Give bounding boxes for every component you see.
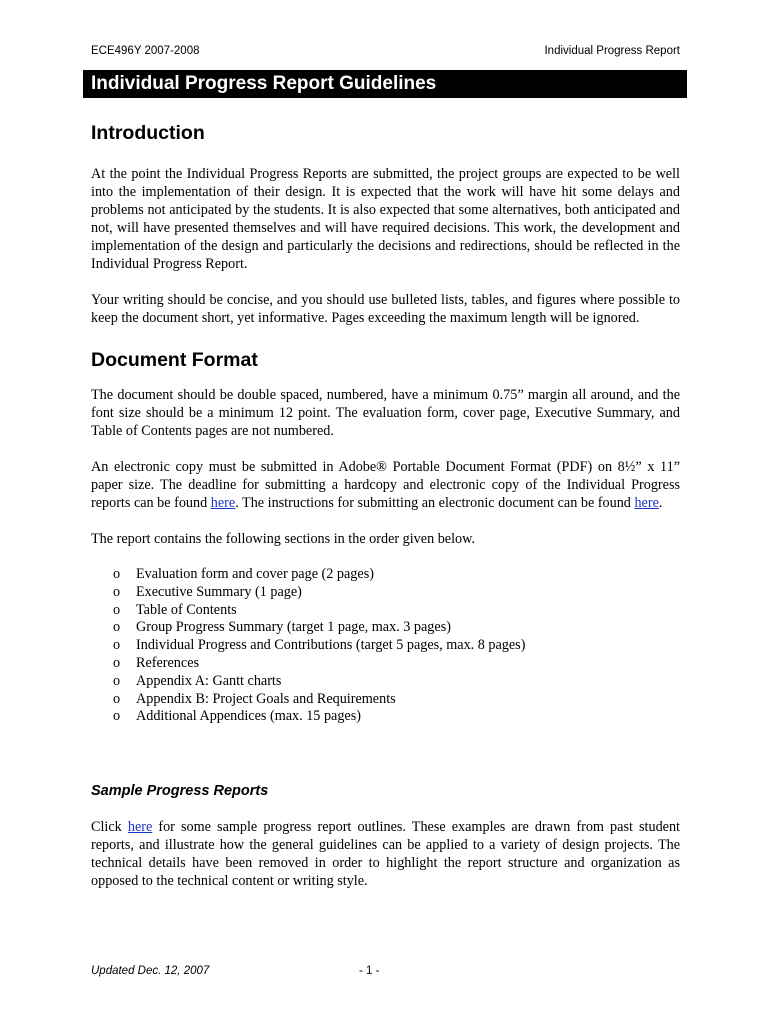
list-item xyxy=(91,566,680,584)
bullet-icon: o xyxy=(113,637,121,654)
header-course: ECE496Y 2007-2008 xyxy=(91,45,200,57)
footer-updated-date: Updated Dec. 12, 2007 xyxy=(91,965,210,977)
report-sections-list xyxy=(91,566,680,726)
document-format-heading: Document Format xyxy=(91,349,258,371)
list-item-text: Table of Contents xyxy=(136,601,237,618)
sample-text-a: Click xyxy=(91,819,128,836)
list-item xyxy=(91,691,680,709)
list-item xyxy=(91,655,680,673)
format-paragraph-2-text-b: . The instructions for submitting an electronic document can be found xyxy=(235,495,635,511)
instructions-here-link[interactable]: here xyxy=(634,495,659,511)
list-item xyxy=(91,619,680,637)
list-item-text: References xyxy=(136,654,200,671)
bullet-icon: o xyxy=(113,708,121,725)
page-header xyxy=(91,45,680,57)
format-paragraph-3: The report contains the following sections in the order given below. xyxy=(91,531,476,547)
list-item-text: Group Progress Summary (target 1 page, max. 3 pages) xyxy=(136,619,451,636)
document-title: Individual Progress Report Guidelines xyxy=(83,70,687,98)
list-item xyxy=(91,673,680,691)
bullet-icon: o xyxy=(113,619,121,636)
header-doc-type: Individual Progress Report xyxy=(544,45,680,57)
sample-reports-paragraph xyxy=(91,818,680,890)
bullet-icon: o xyxy=(113,690,121,707)
format-paragraph-2-text-a: An electronic copy must be submitted in Adobe® Portable Document Format (PDF) on 8½” x 11” paper size. The deadline for submitting a hardcopy and electronic copy of the Individual Progress reports can be found xyxy=(91,459,680,511)
format-paragraph-2 xyxy=(91,458,680,512)
introduction-paragraph-1: At the point the Individual Progress Reports are submitted, the project groups are expected to be well into the implementation of their design. It is expected that the work will have hit some delays and problems not anticipated by the students. It is also expected that some alternatives, both anticipated and not, will have presented themselves and will have required decisions. This work, the development and implementation of the design and particularly the decisions and redirections, should be reflected in the Individual Progress Report. xyxy=(91,166,680,272)
list-item xyxy=(91,602,680,620)
sample-here-link[interactable]: here xyxy=(127,819,153,836)
footer-page-number: - 1 - xyxy=(359,965,380,977)
bullet-icon: o xyxy=(113,601,121,618)
list-item-text: Individual Progress and Contributions (target 5 pages, max. 8 pages) xyxy=(136,637,526,654)
list-item xyxy=(91,584,680,602)
format-paragraph-1: The document should be double spaced, numbered, have a minimum 0.75” margin all around, and the font size should be a minimum 12 point. The evaluation form, cover page, Executive Summary, and Table of Contents pages are not numbered. xyxy=(91,387,680,439)
bullet-icon: o xyxy=(113,672,121,689)
list-item-text: Executive Summary (1 page) xyxy=(136,583,302,600)
bullet-icon: o xyxy=(113,583,121,600)
sample-reports-heading: Sample Progress Reports xyxy=(91,783,269,800)
list-item xyxy=(91,708,680,726)
bullet-icon: o xyxy=(113,566,121,582)
list-item xyxy=(91,637,680,655)
list-item-text: Appendix B: Project Goals and Requirements xyxy=(136,690,396,707)
deadline-here-link[interactable]: here xyxy=(210,495,236,511)
format-paragraph-2-text-c: . xyxy=(658,495,663,511)
introduction-paragraph-2: Your writing should be concise, and you should use bulleted lists, tables, and figures where possible to keep the document short, yet informative. Pages exceeding the maximum length will be ignored. xyxy=(91,292,680,326)
bullet-icon: o xyxy=(113,654,121,671)
list-item-text: Appendix A: Gantt charts xyxy=(136,672,282,689)
introduction-heading: Introduction xyxy=(91,122,205,144)
document-body xyxy=(91,120,680,890)
sample-text-b: for some sample progress report outlines. These examples are drawn from past student reports, and illustrate how the general guidelines can be applied to a variety of design projects. The technical details have been removed in order to highlight the report structure and organization as opposed to the technical content or writing style. xyxy=(91,819,680,890)
list-item-text: Evaluation form and cover page (2 pages) xyxy=(136,566,374,582)
list-item-text: Additional Appendices (max. 15 pages) xyxy=(136,708,361,725)
